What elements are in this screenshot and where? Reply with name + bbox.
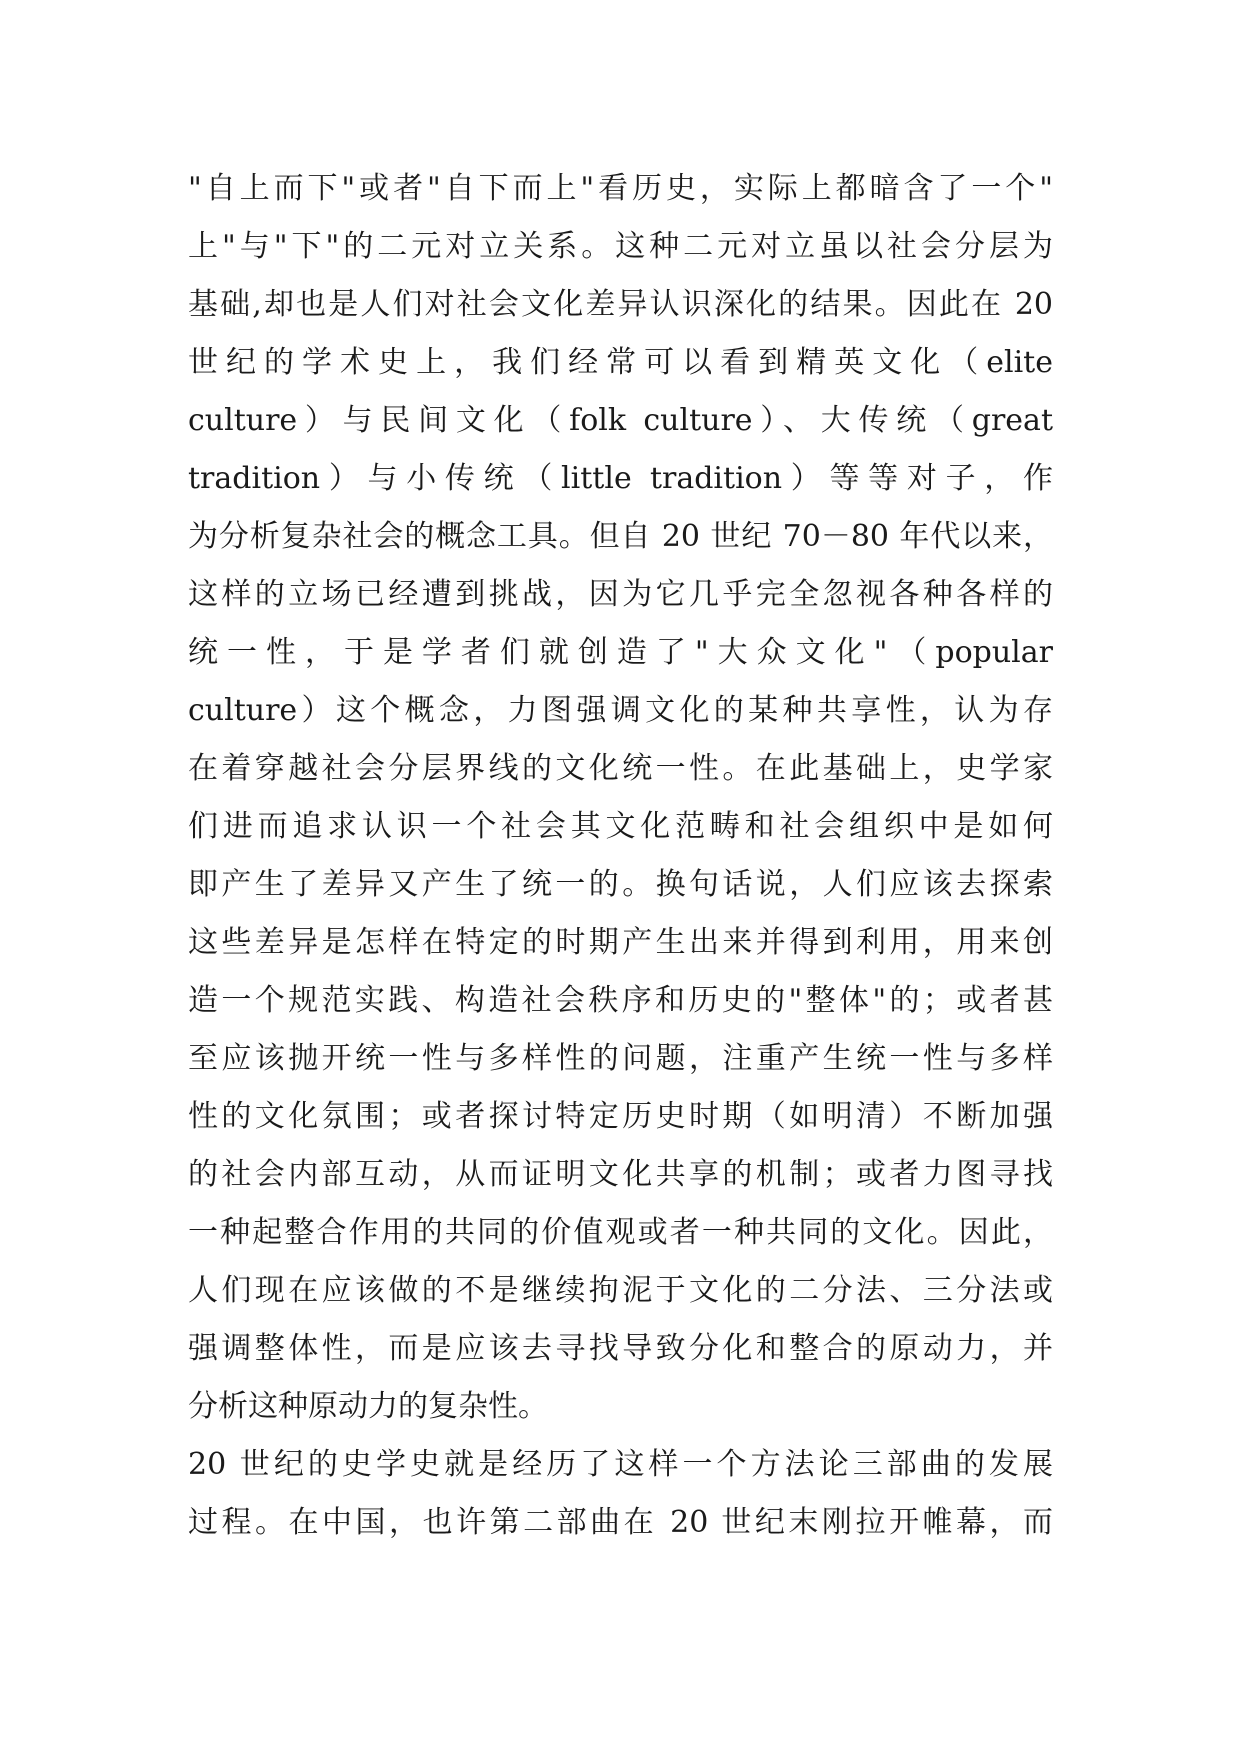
- text-line: 统一性，于是学者们就创造了"大众文化"（popular: [188, 635, 1053, 670]
- text-line: 这些差异是怎样在特定的时期产生出来并得到利用，用来创: [188, 925, 1053, 960]
- text-line: 在着穿越社会分层界线的文化统一性。在此基础上，史学家: [188, 751, 1053, 786]
- text-line: 造一个规范实践、构造社会秩序和历史的"整体"的；或者甚: [188, 983, 1053, 1018]
- text-line: 过程。在中国，也许第二部曲在 20 世纪末刚拉开帷幕，而: [188, 1505, 1053, 1540]
- paragraph-2: [188, 1436, 1053, 1552]
- text-line: 上"与"下"的二元对立关系。这种二元对立虽以社会分层为: [188, 229, 1053, 264]
- text-line: 基础,却也是人们对社会文化差异认识深化的结果。因此在 20: [188, 287, 1053, 322]
- text-line: 即产生了差异又产生了统一的。换句话说，人们应该去探索: [188, 867, 1053, 902]
- text-line: 一种起整合作用的共同的价值观或者一种共同的文化。因此，: [188, 1215, 1053, 1250]
- text-line: 这样的立场已经遭到挑战，因为它几乎完全忽视各种各样的: [188, 577, 1053, 612]
- text-line: culture）这个概念，力图强调文化的某种共享性，认为存: [188, 693, 1053, 728]
- text-line: 性的文化氛围；或者探讨特定历史时期（如明清）不断加强: [188, 1099, 1053, 1134]
- text-line: 们进而追求认识一个社会其文化范畴和社会组织中是如何: [188, 809, 1053, 844]
- text-line: 20 世纪的史学史就是经历了这样一个方法论三部曲的发展: [188, 1447, 1053, 1482]
- text-line: 为分析复杂社会的概念工具。但自 20 世纪 70－80 年代以来，: [188, 519, 1053, 554]
- paragraph-1: [188, 160, 1053, 1436]
- text-line: 人们现在应该做的不是继续拘泥于文化的二分法、三分法或: [188, 1273, 1053, 1308]
- text-line: tradition）与小传统（little tradition）等等对子，作: [188, 461, 1053, 496]
- text-line: 世纪的学术史上，我们经常可以看到精英文化（elite: [188, 345, 1053, 380]
- text-line: "自上而下"或者"自下而上"看历史，实际上都暗含了一个": [188, 171, 1053, 206]
- text-line: 的社会内部互动，从而证明文化共享的机制；或者力图寻找: [188, 1157, 1053, 1192]
- text-line: 强调整体性，而是应该去寻找导致分化和整合的原动力，并: [188, 1331, 1053, 1366]
- text-line: 至应该抛开统一性与多样性的问题，注重产生统一性与多样: [188, 1041, 1053, 1076]
- body-text: [188, 160, 1053, 1552]
- text-line: culture）与民间文化（folk culture）、大传统（great: [188, 403, 1053, 438]
- text-line: 分析这种原动力的复杂性。: [188, 1389, 548, 1424]
